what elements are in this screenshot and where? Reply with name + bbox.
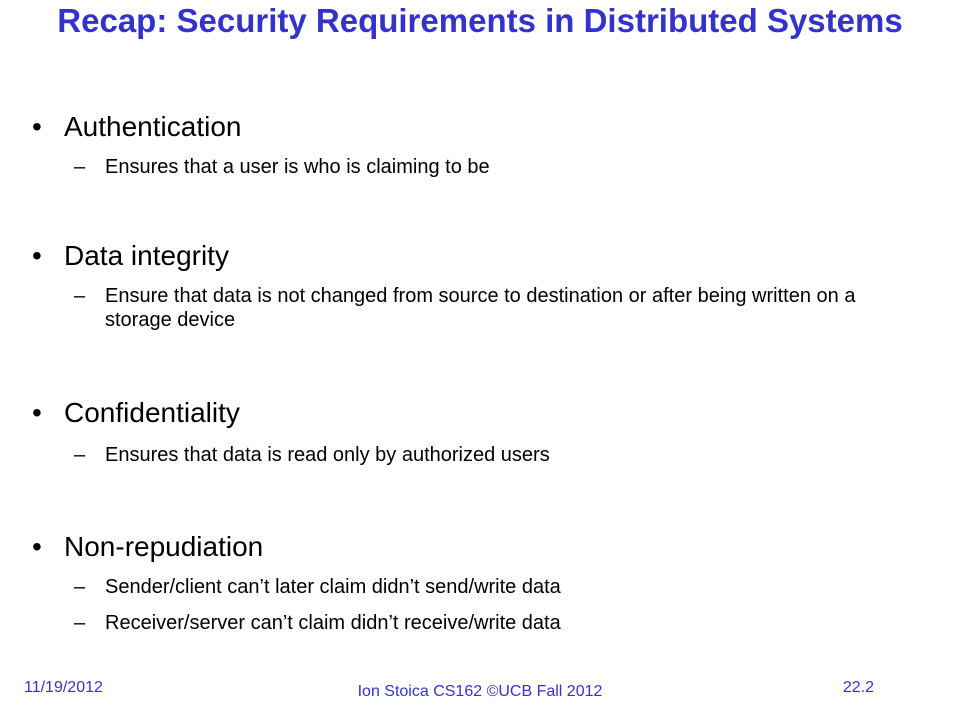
bullet-glyph: • bbox=[32, 111, 42, 142]
dash-glyph: – bbox=[74, 576, 86, 598]
bullet-glyph: • bbox=[32, 531, 42, 562]
bullet-label: Data integrity bbox=[64, 240, 229, 271]
bullet-confidentiality bbox=[32, 397, 912, 467]
footer-course: Ion Stoica CS162 ©UCB Fall 2012 bbox=[357, 683, 603, 700]
sub-bullet-text: Receiver/server can’t claim didn’t receive/write data bbox=[105, 612, 561, 634]
sub-bullet bbox=[74, 284, 912, 332]
slide-title: Recap: Security Requirements in Distributed Systems bbox=[57, 2, 903, 39]
dash-glyph: – bbox=[74, 285, 86, 307]
dash-glyph: – bbox=[74, 156, 86, 178]
sub-bullet-text: Sender/client can’t later claim didn’t send/write data bbox=[105, 576, 561, 598]
bullet-glyph: • bbox=[32, 397, 42, 428]
dash-glyph: – bbox=[74, 444, 86, 466]
bullet-label: Non-repudiation bbox=[64, 531, 264, 562]
bullet-authentication bbox=[32, 111, 912, 179]
bullet-data-integrity bbox=[32, 240, 912, 332]
sub-bullet bbox=[74, 155, 912, 179]
sub-bullet bbox=[74, 443, 912, 467]
bullet-label: Authentication bbox=[64, 111, 242, 142]
bullet-non-repudiation bbox=[32, 531, 912, 635]
sub-bullet bbox=[74, 611, 912, 635]
bullet-label: Confidentiality bbox=[64, 397, 240, 428]
sub-bullet-text: Ensures that a user is who is claiming to be bbox=[105, 156, 490, 178]
bullet-glyph: • bbox=[32, 240, 42, 271]
sub-bullet-text: Ensures that data is read only by authorized users bbox=[105, 444, 550, 466]
sub-bullet bbox=[74, 575, 912, 599]
footer-page-number: 22.2 bbox=[842, 679, 874, 696]
footer-date: 11/19/2012 bbox=[24, 679, 103, 696]
dash-glyph: – bbox=[74, 612, 86, 634]
sub-bullet-text: Ensure that data is not changed from source to destination or after being written on a storage device bbox=[105, 285, 856, 331]
